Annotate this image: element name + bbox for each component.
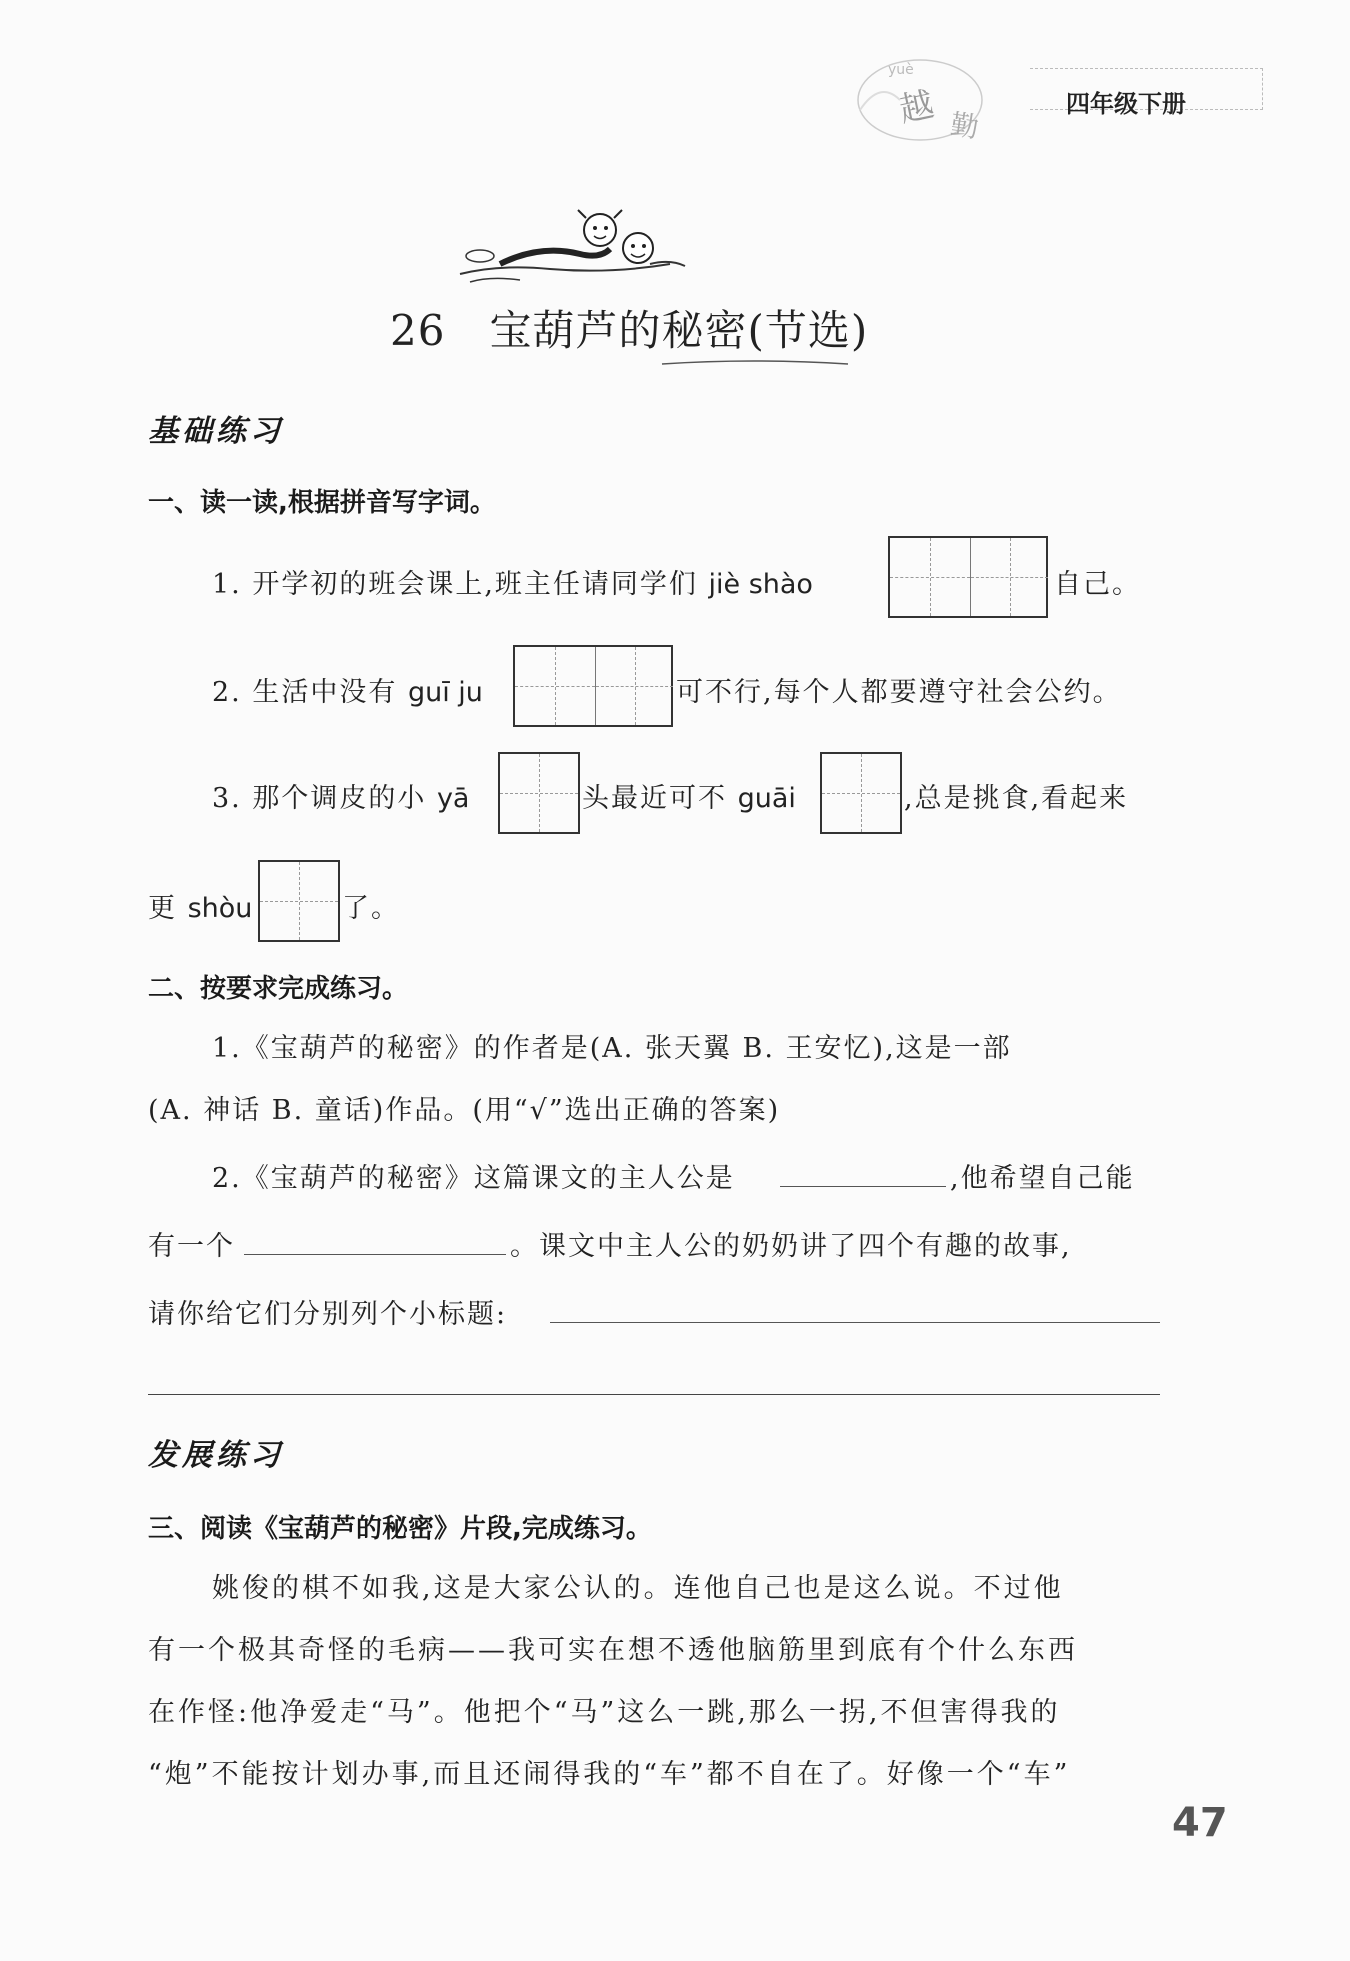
section-heading-basic: 基础练习 <box>148 414 284 449</box>
svg-text:yuè: yuè <box>888 62 914 78</box>
svg-text:勤: 勤 <box>948 107 981 145</box>
question-1-1: 1. 开学初的班会课上,班主任请同学们 jiè shào <box>212 569 813 600</box>
part-three-heading: 三、阅读《宝葫芦的秘密》片段,完成练习。 <box>148 1514 652 1544</box>
lesson-number: 26 <box>390 306 446 355</box>
lesson-title <box>390 298 868 358</box>
section-heading-develop: 发展练习 <box>148 1438 284 1473</box>
reading-passage-line-4: “炮”不能按计划办事,而且还闹得我的“车”都不自在了。好像一个“车” <box>148 1759 1071 1790</box>
children-illustration <box>440 204 700 294</box>
question-1-2-after: 可不行,每个人都要遵守社会公约。 <box>676 677 1122 708</box>
reading-passage-line-1: 姚俊的棋不如我,这是大家公认的。连他自己也是这么说。不过他 <box>212 1573 1064 1604</box>
answer-box-shou[interactable] <box>258 860 340 942</box>
lesson-title-text: 宝葫芦的秘密(节选) <box>489 306 869 355</box>
answer-box-guai[interactable] <box>820 752 902 834</box>
answer-line-subtitles-2[interactable] <box>148 1394 1160 1395</box>
answer-line-wish[interactable] <box>244 1254 506 1255</box>
question-2-2-line3: 请你给它们分别列个小标题: <box>148 1299 508 1330</box>
answer-box-ya[interactable] <box>498 752 580 834</box>
answer-box-gui-ju[interactable] <box>513 645 673 727</box>
question-2-2-line2-after: 。课文中主人公的奶奶讲了四个有趣的故事, <box>510 1231 1072 1262</box>
question-2-2-line1: 2.《宝葫芦的秘密》这篇课文的主人公是 <box>212 1163 735 1194</box>
question-1-3-middle: 头最近可不 guāi <box>582 783 796 814</box>
question-1-1-after: 自己。 <box>1054 569 1141 600</box>
answer-box-jie-shao[interactable] <box>888 536 1048 618</box>
part-one-heading: 一、读一读,根据拼音写字词。 <box>148 488 496 518</box>
pinyin-jie-shao: jiè shào <box>708 569 813 600</box>
pinyin-guai: guāi <box>737 783 796 814</box>
question-2-2-line2: 有一个 <box>148 1231 235 1262</box>
question-2-2-line1-after: ,他希望自己能 <box>950 1163 1135 1194</box>
question-1-2: 2. 生活中没有 guī ju <box>212 677 483 708</box>
svg-text:越: 越 <box>895 84 938 131</box>
question-2-1-line2: (A. 神话 B. 童话)作品。(用“√”选出正确的答案) <box>148 1095 781 1126</box>
reading-passage-line-2: 有一个极其奇怪的毛病——我可实在想不透他脑筋里到底有个什么东西 <box>148 1635 1078 1666</box>
title-underline-decoration <box>660 356 850 368</box>
answer-line-subtitles-1[interactable] <box>550 1322 1160 1323</box>
seal-logo <box>850 40 1040 170</box>
grade-label: 四年级下册 <box>1066 90 1186 118</box>
part-two-heading: 二、按要求完成练习。 <box>148 974 409 1004</box>
question-1-3: 3. 那个调皮的小 yā <box>212 783 470 814</box>
reading-passage-line-3: 在作怪:他净爱走“马”。他把个“马”这么一跳,那么一拐,不但害得我的 <box>148 1697 1061 1728</box>
pinyin-shou: shòu <box>187 893 253 924</box>
question-1-3-line2-after: 了。 <box>342 893 400 924</box>
page-number: 47 <box>1172 1800 1228 1846</box>
pinyin-gui-ju: guī ju <box>407 677 483 708</box>
answer-line-protagonist[interactable] <box>780 1186 946 1187</box>
question-1-3-after: ,总是挑食,看起来 <box>904 783 1129 814</box>
question-2-1-line1: 1.《宝葫芦的秘密》的作者是(A. 张天翼 B. 王安忆),这是一部 <box>212 1033 1012 1064</box>
pinyin-ya: yā <box>436 783 470 814</box>
question-1-3-line2: 更 shòu <box>148 893 253 924</box>
